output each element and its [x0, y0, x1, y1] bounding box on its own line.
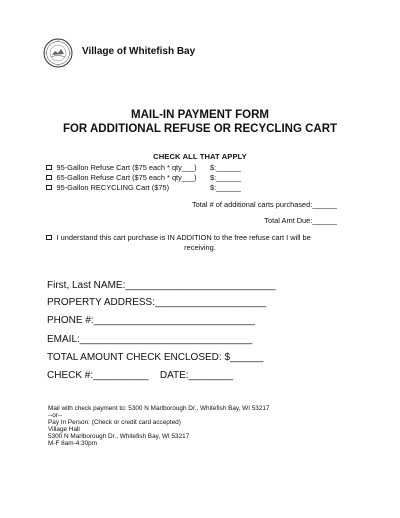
- item-amount: $:______: [210, 183, 241, 192]
- form-title-line1: MAIL-IN PAYMENT FORM: [131, 109, 269, 121]
- item-amount: $:______: [210, 163, 241, 172]
- footer-address: 5300 N Marlborough Dr., Whitefish Bay, WI 53217: [48, 433, 190, 440]
- item-amount: $:______: [210, 173, 241, 182]
- total-due-field: Total Amt Due:______: [264, 216, 337, 225]
- form-title-line2: FOR ADDITIONAL REFUSE OR RECYCLING CART: [62, 123, 338, 135]
- checkbox[interactable]: [46, 175, 52, 181]
- village-name: Village of Whitefish Bay: [82, 46, 196, 57]
- item-label: 95-Gallon Refuse Cart ($75 each * qty___): [56, 163, 197, 172]
- item-65-gallon-refuse: [46, 173, 241, 182]
- checkbox[interactable]: [46, 235, 52, 241]
- check-all-heading: CHECK ALL THAT APPLY: [153, 152, 247, 161]
- footer-or: --or--: [48, 412, 63, 419]
- item-95-gallon-refuse: [46, 163, 241, 172]
- acknowledgement-text: I understand this cart purchase is IN ADDITION to the free refuse cart I will be: [56, 233, 311, 242]
- acknowledgement: [46, 233, 311, 242]
- footer-village-hall: Village Hall: [48, 426, 80, 433]
- footer-mail-instructions: Mail with check payment to: 5300 N Marlborough Dr., Whitefish Bay, WI 53217: [48, 405, 270, 412]
- phone-field: PHONE #:_____________________________: [47, 315, 255, 326]
- item-label: 65-Gallon Refuse Cart ($75 each * qty___): [56, 173, 197, 182]
- village-seal-logo: [43, 38, 73, 68]
- email-field: EMAIL:_______________________________: [47, 334, 253, 345]
- checkbox[interactable]: [46, 185, 52, 191]
- property-address-field: PROPERTY ADDRESS:____________________: [47, 297, 267, 308]
- footer-hours: M-F 8am-4:30pm: [48, 440, 98, 447]
- total-check-enclosed-field: TOTAL AMOUNT CHECK ENCLOSED: $______: [47, 352, 264, 363]
- checkbox[interactable]: [46, 165, 52, 171]
- check-number-date-field: CHECK #:__________ DATE:________: [47, 370, 234, 381]
- name-field: First, Last NAME:___________________________: [47, 280, 276, 291]
- footer-pay-in-person: Pay In Person: (Check or credit card accepted): [48, 419, 181, 426]
- total-carts-field: Total # of additional carts purchased:______: [191, 200, 337, 209]
- item-label: 95-Gallon RECYCLING Cart ($75): [56, 183, 170, 192]
- acknowledgement-text-line2: receiving.: [184, 243, 216, 252]
- item-95-gallon-recycling: [46, 183, 241, 192]
